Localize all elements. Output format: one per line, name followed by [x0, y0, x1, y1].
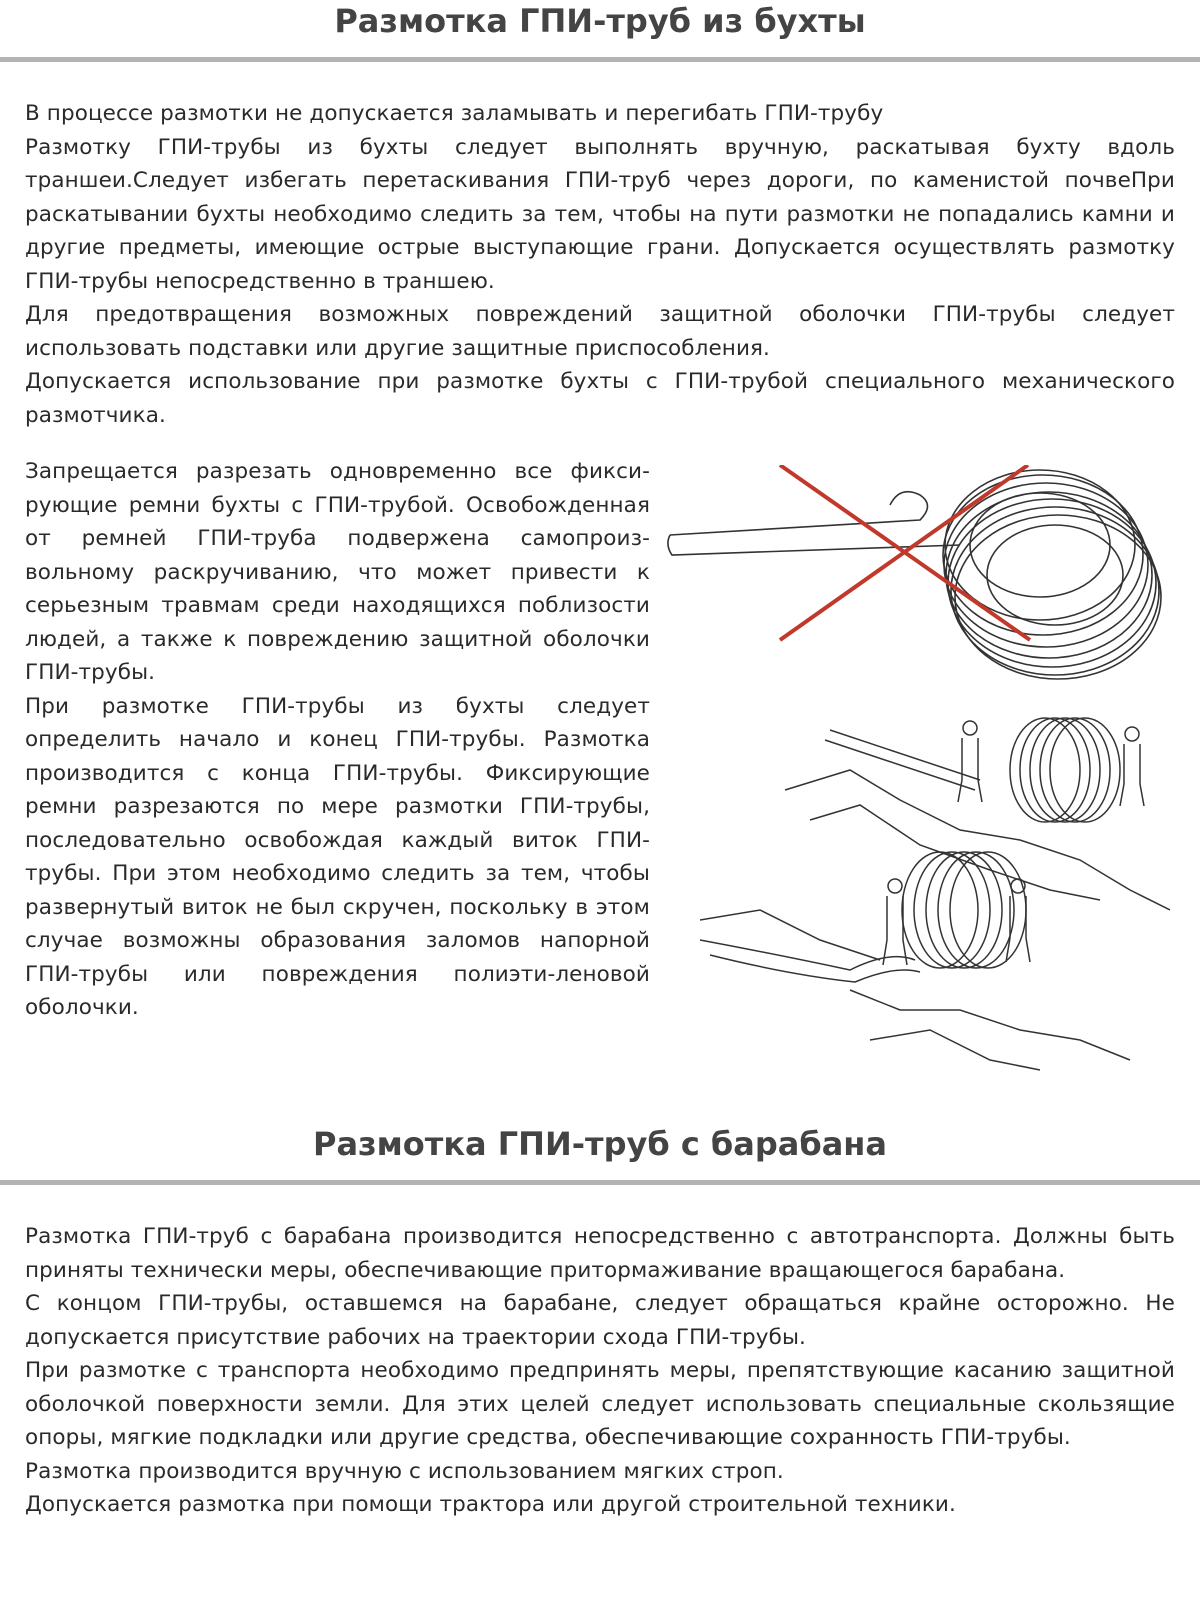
- paragraph: Допускается размотка при помощи трактора или другой строительной техники.: [25, 1492, 956, 1517]
- title-divider: [0, 57, 1200, 62]
- paragraph: Размотку ГПИ-трубы из бухты следует выполнять вручную, раскатывая бухту вдоль траншеи.Следует избегать перетаскивания ГПИ-труб через дороги, по каменистой почвеПри раскатывании бухты необходимо следить за тем, чтобы на пути размотки не попадались камни и другие предметы, имеющие острые выступающие грани. Допускается осуществлять размотку ГПИ-трубы непосредственно в траншею.: [25, 134, 1175, 294]
- section1-body: [25, 97, 1175, 432]
- paragraph: При размотке с транспорта необходимо предпринять меры, препятствующие касанию защитной оболочкой поверхности земли. Для этих целей следует использовать специальные скользящие опоры, мягкие подкладки или другие средства, обеспечивающие сохранность ГПИ-трубы.: [25, 1358, 1175, 1450]
- section2-body: [25, 1220, 1175, 1522]
- title-divider: [0, 1180, 1200, 1185]
- paragraph: С концом ГПИ-трубы, оставшемся на барабане, следует обращаться крайне осторожно. Не допускается присутствие рабочих на траектории схода ГПИ-трубы.: [25, 1291, 1175, 1350]
- paragraph: Для предотвращения возможных повреждений защитной оболочки ГПИ-трубы следует использовать подставки или другие защитные приспособления.: [25, 302, 1175, 361]
- paragraph: Допускается использование при размотке бухты с ГПИ-трубой специального механического размотчика.: [25, 369, 1175, 428]
- workers-unrolling-coil-icon: [700, 710, 1170, 1090]
- paragraph: При размотке ГПИ-трубы из бухты следует определить начало и конец ГПИ-трубы. Размотка производится с конца ГПИ-трубы. Фиксирующие ремни разрезаются по мере размотки ГПИ-трубы, последовательно освобождая каждый виток ГПИ-трубы. При этом необходимо следить за тем, чтобы развернутый виток не был скручен, поскольку в этом случае возможны образования заломов напорной ГПИ-трубы или повреждения полиэти-леновой оболочки.: [25, 693, 650, 1020]
- paragraph: Размотка производится вручную с использованием мягких строп.: [25, 1458, 784, 1484]
- coil-crossed-icon: [660, 465, 1180, 680]
- paragraph: Запрещается разрезать одновременно все фикси-рующие ремни бухты с ГПИ-трубой. Освобожденная от ремней ГПИ-труба подвержена самопроиз-вольному раскручиванию, что может привести к серьезным травмам среди находящихся поблизости людей, а также к повреждению защитной оболочки ГПИ-трубы.: [25, 459, 650, 685]
- section1-side-text: [25, 455, 650, 1025]
- paragraph: В процессе размотки не допускается заламывать и перегибать ГПИ-трубу: [25, 101, 884, 126]
- section-title-coil: Размотка ГПИ-труб из бухты: [334, 2, 866, 40]
- paragraph: Размотка ГПИ-труб с барабана производится непосредственно с автотранспорта. Должны быть приняты технически меры, обеспечивающие притормаживание вращающегося барабана.: [25, 1224, 1175, 1283]
- section-title-drum: Размотка ГПИ-труб с барабана: [313, 1125, 887, 1163]
